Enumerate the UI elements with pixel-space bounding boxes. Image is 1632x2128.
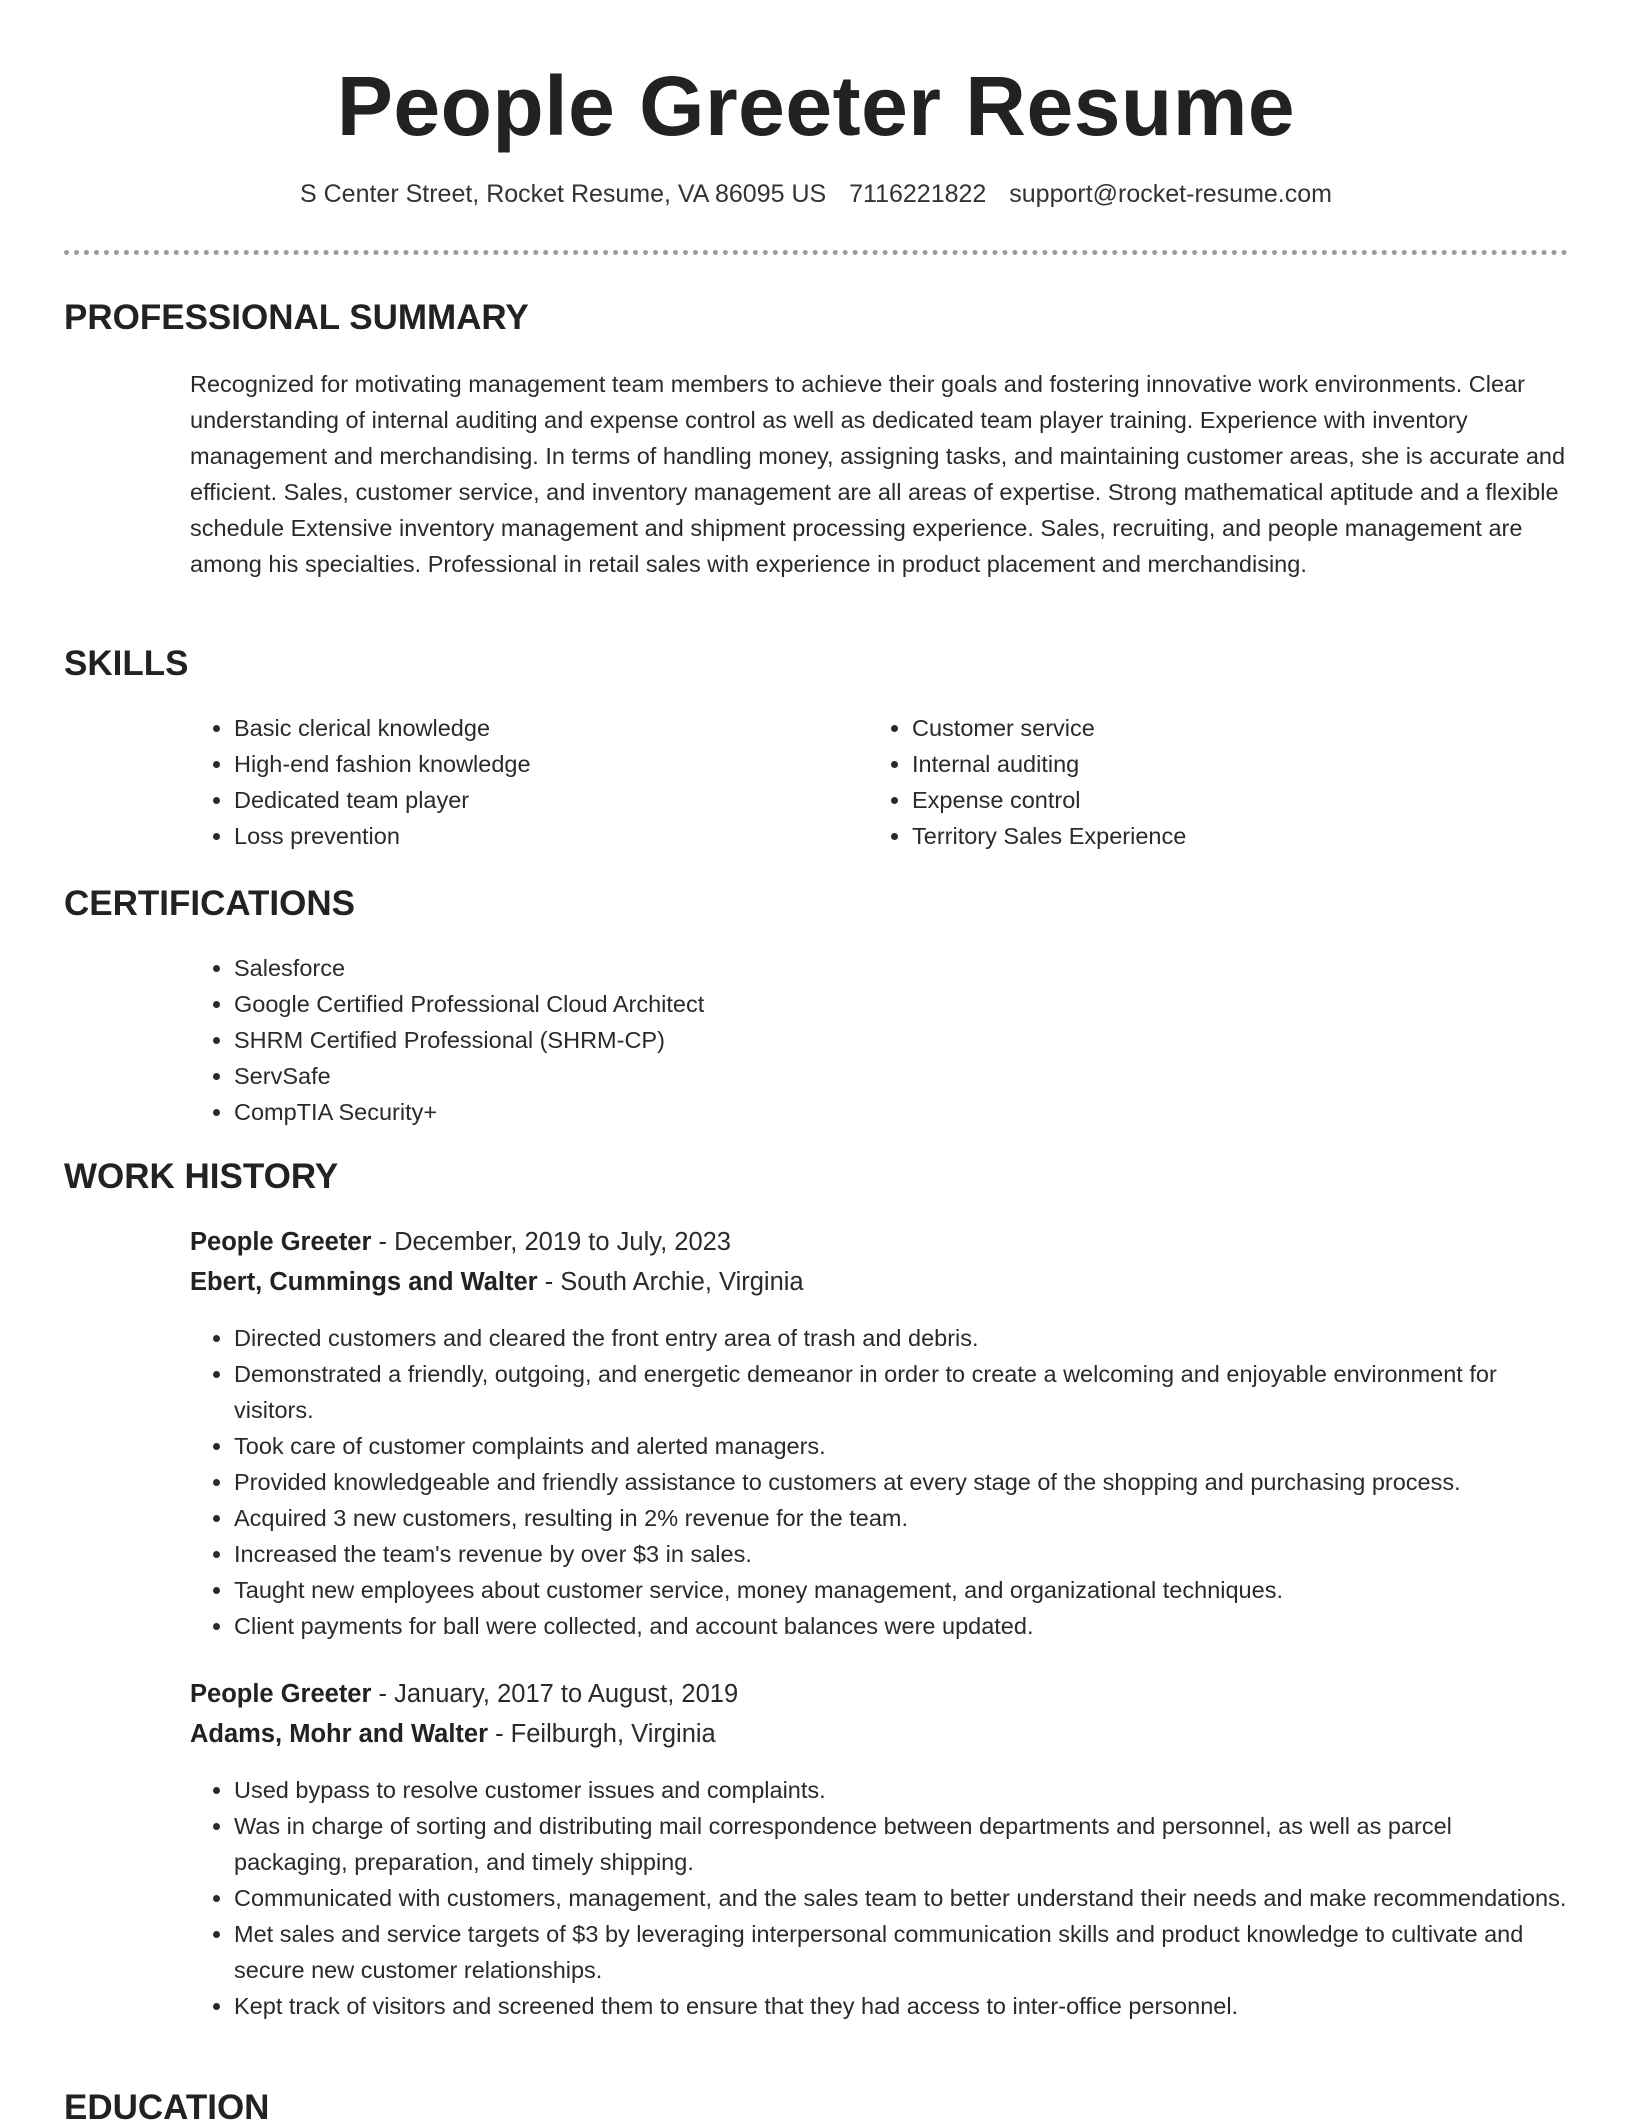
list-item: • Demonstrated a friendly, outgoing, and energetic demeanor in order to create a welcoming and enjoyable environment for visitors.	[234, 1356, 1568, 1428]
contact-line	[0, 180, 1632, 209]
job-location: - South Archie, Virginia	[537, 1268, 804, 1296]
list-item: • Provided knowledgeable and friendly assistance to customers at every stage of the shopping and purchasing process.	[234, 1464, 1568, 1500]
skills-heading: SKILLS	[64, 644, 189, 683]
contact-email: support@rocket-resume.com	[1009, 180, 1332, 208]
list-item: • Dedicated team player	[234, 782, 854, 818]
list-item: • High-end fashion knowledge	[234, 746, 854, 782]
list-item: • Taught new employees about customer service, money management, and organizational techniques.	[234, 1572, 1568, 1608]
page-title: People Greeter Resume	[336, 59, 1296, 153]
job-title-line	[190, 1228, 731, 1257]
certifications-heading: CERTIFICATIONS	[64, 884, 356, 923]
list-item: • Directed customers and cleared the front entry area of trash and debris.	[234, 1320, 1568, 1356]
list-item: • Met sales and service targets of $3 by leveraging interpersonal communication skills and product knowledge to cultivate and secure new customer relationships.	[234, 1916, 1568, 1988]
job-bullets	[190, 1320, 1568, 1644]
contact-phone: 7116221822	[849, 180, 987, 208]
list-item: • Basic clerical knowledge	[234, 710, 854, 746]
certifications-list	[190, 950, 1134, 1130]
list-item: • ServSafe	[234, 1058, 1134, 1094]
list-item: • Kept track of visitors and screened them to ensure that they had access to inter-office personnel.	[234, 1988, 1568, 2024]
list-item: • Client payments for ball were collected, and account balances were updated.	[234, 1608, 1568, 1644]
list-item: • Acquired 3 new customers, resulting in 2% revenue for the team.	[234, 1500, 1568, 1536]
list-item: • Internal auditing	[912, 746, 1532, 782]
job-dates: - January, 2017 to August, 2019	[371, 1680, 739, 1708]
summary-text: Recognized for motivating management team members to achieve their goals and fostering innovative work environments. Clear understanding of internal auditing and expense control as well as dedicated team player training. Experience with inventory management and merchandising. In terms of handling money, assigning tasks, and maintaining customer areas, she is accurate and efficient. Sales, customer service, and inventory management are all areas of expertise. Strong mathematical aptitude and a flexible schedule Extensive inventory management and shipment processing experience. Sales, recruiting, and people management are among his specialties. Professional in retail sales with experience in product placement and merchandising.	[190, 371, 1566, 577]
header-divider	[64, 250, 1568, 255]
list-item: • Increased the team's revenue by over $3 in sales.	[234, 1536, 1568, 1572]
skills-list-right	[868, 710, 1532, 854]
job-company: Ebert, Cummings and Walter	[190, 1268, 538, 1296]
job-company: Adams, Mohr and Walter	[190, 1720, 489, 1748]
list-item: • Used bypass to resolve customer issues and complaints.	[234, 1772, 1568, 1808]
job-dates: - December, 2019 to July, 2023	[371, 1228, 731, 1256]
job-role: People Greeter	[190, 1228, 372, 1256]
list-item: • Customer service	[912, 710, 1532, 746]
list-item: • Communicated with customers, management, and the sales team to better understand their needs and make recommendations.	[234, 1880, 1568, 1916]
list-item: • Expense control	[912, 782, 1532, 818]
job-location: - Feilburgh, Virginia	[488, 1720, 716, 1748]
list-item: • SHRM Certified Professional (SHRM-CP)	[234, 1022, 1134, 1058]
job-company-line	[190, 1720, 716, 1749]
job-title-line	[190, 1680, 738, 1709]
list-item: • Was in charge of sorting and distributing mail correspondence between departments and personnel, as well as parcel packaging, preparation, and timely shipping.	[234, 1808, 1568, 1880]
list-item: • Loss prevention	[234, 818, 854, 854]
list-item: • Salesforce	[234, 950, 1134, 986]
summary-heading: PROFESSIONAL SUMMARY	[64, 298, 529, 337]
job-company-line	[190, 1268, 804, 1297]
skills-list-left	[190, 710, 854, 854]
work-history-heading: WORK HISTORY	[64, 1157, 339, 1196]
list-item: • Territory Sales Experience	[912, 818, 1532, 854]
list-item: • CompTIA Security+	[234, 1094, 1134, 1130]
job-role: People Greeter	[190, 1680, 372, 1708]
contact-address: S Center Street, Rocket Resume, VA 86095 US	[300, 180, 827, 208]
list-item: • Google Certified Professional Cloud Architect	[234, 986, 1134, 1022]
list-item: • Took care of customer complaints and alerted managers.	[234, 1428, 1568, 1464]
education-heading: EDUCATION	[64, 2088, 270, 2127]
job-bullets	[190, 1772, 1568, 2024]
